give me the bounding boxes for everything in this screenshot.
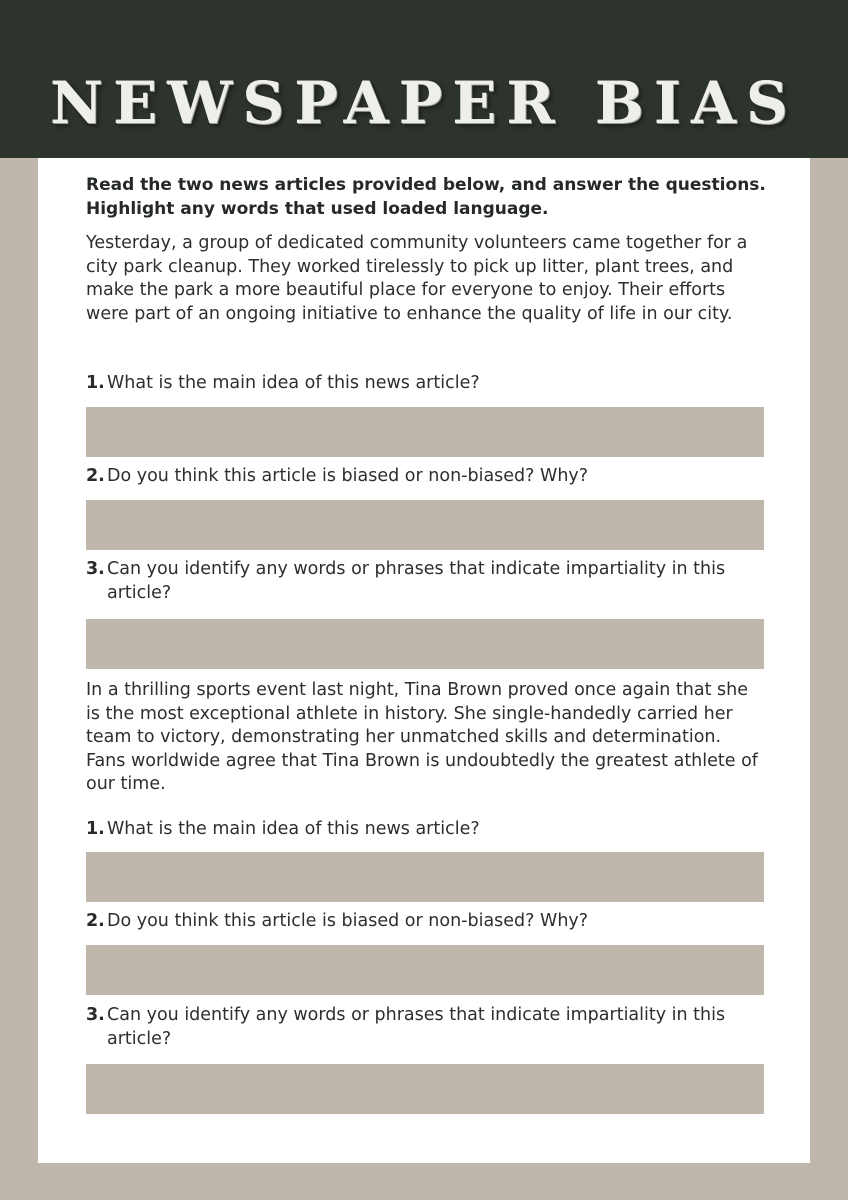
question-1-3 [86,558,766,605]
question-text: What is the main idea of this news article? [107,819,480,839]
answer-input-2-2[interactable] [86,945,764,995]
question-1-1 [86,372,766,396]
answer-box-2-2[interactable] [86,945,764,995]
instructions: Read the two news articles provided below, and answer the questions. Highlight any words that used loaded language. [86,175,766,219]
question-text: What is the main idea of this news article? [107,373,480,393]
question-number: 3. [86,559,105,579]
answer-input-1-2[interactable] [86,500,764,550]
question-2-2 [86,910,766,934]
question-number: 1. [86,819,105,839]
answer-box-1-3[interactable] [86,619,764,669]
answer-input-2-1[interactable] [86,852,764,902]
page-title: NEWSPAPER BIAS [0,74,848,132]
answer-box-2-1[interactable] [86,852,764,902]
question-2-3 [86,1004,766,1051]
question-number: 3. [86,1005,105,1025]
question-text: Can you identify any words or phrases that indicate impartiality in this article? [107,1005,726,1049]
answer-box-1-1[interactable] [86,407,764,457]
article-2: In a thrilling sports event last night, Tina Brown proved once again that she is the most exceptional athlete in history. She single-handedly carried her team to victory, demonstrating her unmatched skills and determination. Fans worldwide agree that Tina Brown is undoubtedly the greatest athlete of our time. [86,680,758,794]
worksheet-paper [38,158,810,1163]
answer-box-1-2[interactable] [86,500,764,550]
answer-box-2-3[interactable] [86,1064,764,1114]
question-number: 2. [86,911,105,931]
question-text: Can you identify any words or phrases that indicate impartiality in this article? [107,559,726,603]
answer-input-2-3[interactable] [86,1064,764,1114]
header-banner [0,0,848,158]
answer-input-1-3[interactable] [86,619,764,669]
question-2-1 [86,818,766,842]
answer-input-1-1[interactable] [86,407,764,457]
question-text: Do you think this article is biased or non-biased? Why? [107,911,589,931]
question-text: Do you think this article is biased or non-biased? Why? [107,466,589,486]
article-1: Yesterday, a group of dedicated community volunteers came together for a city park cleanup. They worked tirelessly to pick up litter, plant trees, and make the park a more beautiful place for everyone to enjoy. Their efforts were part of an ongoing initiative to enhance the quality of life in our city. [86,233,748,324]
question-number: 2. [86,466,105,486]
question-number: 1. [86,373,105,393]
question-1-2 [86,465,766,489]
